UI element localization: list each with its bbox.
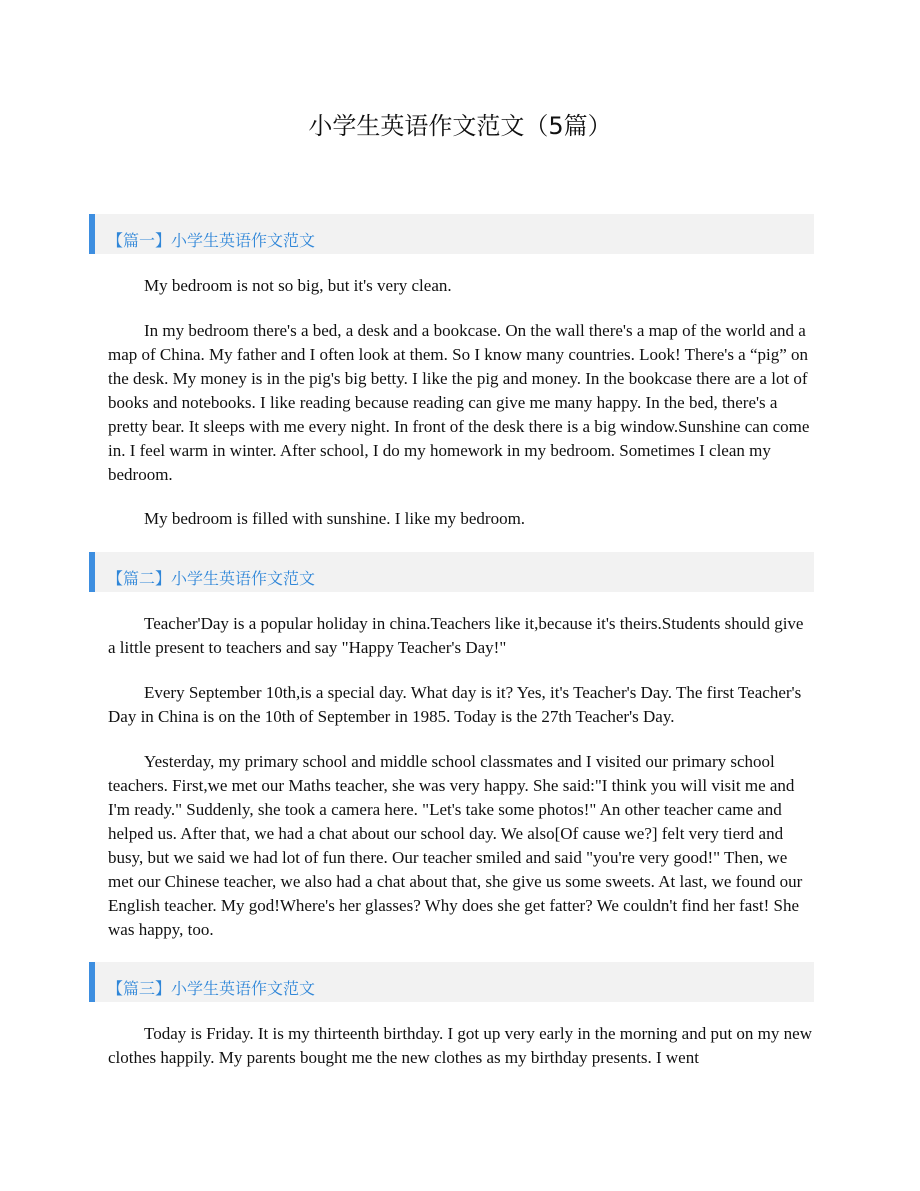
document-title: 小学生英语作文范文（5篇） bbox=[308, 112, 612, 140]
section-accent-bar bbox=[89, 214, 95, 254]
section-header-2 bbox=[89, 552, 814, 592]
section-heading: 【篇三】小学生英语作文范文 bbox=[107, 979, 316, 998]
section-header-3 bbox=[89, 962, 814, 1002]
section-accent-bar bbox=[89, 552, 95, 592]
paragraph: Every September 10th,is a special day. What day is it? Yes, it's Teacher's Day. The first Teacher's Day in China is on the 10th of September in 1985. Today is the 27th Teacher's Day. bbox=[108, 683, 802, 726]
section-heading: 【篇一】小学生英语作文范文 bbox=[107, 231, 316, 250]
paragraph: Yesterday, my primary school and middle school classmates and I visited our primary school teachers. First,we met our Maths teacher, she was very happy. She said:"I think you will visit me and I'm ready." Suddenly, she took a camera here. "Let's take some photos!" An other teacher came and helped us. After that, we had a chat about our school day. We also[Of cause we?] felt very tierd and busy, but we said we had lot of fun there. Our teacher smiled and said "you're very good!" Then, we met our Chinese teacher, we also had a chat about that, she give us some sweets. At last, we found our English teacher. My god!Where's her glasses? Why does she get fatter? We couldn't find her fast! She was happy, too. bbox=[108, 752, 803, 939]
section-header-1 bbox=[89, 214, 814, 254]
paragraph: My bedroom is not so big, but it's very clean. bbox=[144, 276, 452, 295]
paragraph: In my bedroom there's a bed, a desk and a bookcase. On the wall there's a map of the world and a map of China. My father and I often look at them. So I know many countries. Look! There's a “pig” on the desk. My money is in the pig's big betty. I like the pig and money. In the bookcase there are a lot of books and notebooks. I like reading because reading can give me many happy. In the bed, there's a pretty bear. It sleeps with me every night. In front of the desk there is a big window.Sunshine can come in. I feel warm in winter. After school, I do my homework in my bedroom. Sometimes I clean my bedroom. bbox=[108, 321, 810, 484]
paragraph: My bedroom is filled with sunshine. I like my bedroom. bbox=[144, 509, 526, 528]
section-accent-bar bbox=[89, 962, 95, 1002]
paragraph: Today is Friday. It is my thirteenth birthday. I got up very early in the morning and put on my new clothes happily. My parents bought me the new clothes as my birthday presents. I went bbox=[108, 1024, 812, 1067]
section-heading: 【篇二】小学生英语作文范文 bbox=[107, 569, 316, 588]
paragraph: Teacher'Day is a popular holiday in china.Teachers like it,because it's theirs.Students should give a little present to teachers and say "Happy Teacher's Day!" bbox=[108, 614, 804, 657]
